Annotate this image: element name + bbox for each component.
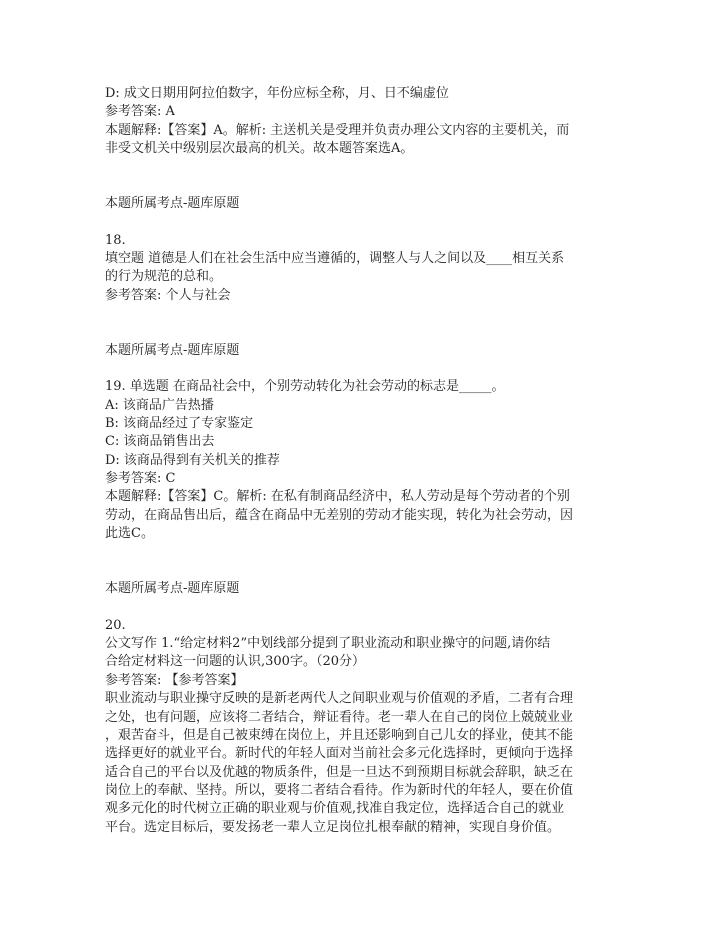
- q19-option-d: D: 该商品得到有关机关的推荐: [105, 453, 280, 468]
- q20-answer-line: 岗位上的奉献、坚持。所以，要将二者结合看待。作为新时代的年轻人，要在价值: [105, 783, 574, 798]
- q20-answer-line: ，艰苦奋斗，但是自己被束缚在岗位上，并且还影响到自己儿女的择业，使其不能: [105, 728, 574, 743]
- q20-answer-line: 之处，也有问题，应该将二者结合，辩证看待。老一辈人在自己的岗位上兢兢业业: [105, 710, 574, 725]
- q19-explanation-line-3: 此选C。: [105, 526, 154, 541]
- q19-explanation-line-2: 劳动，在商品售出后，蕴含在商品中无差别的劳动才能实现，转化为社会劳动，因: [105, 508, 574, 523]
- q19-option-a: A: 该商品广告热播: [105, 398, 214, 413]
- q17-explanation-line-1: 本题解释:【答案】A。解析: 主送机关是受理并负责办理公文内容的主要机关，而: [105, 123, 570, 138]
- q18-topic: 本题所属考点-题库原题: [105, 343, 240, 358]
- q17-topic: 本题所属考点-题库原题: [105, 196, 240, 211]
- q20-stem-line-1: 公文写作 1.“给定材料2”中划线部分提到了职业流动和职业操守的问题,请你结: [105, 636, 551, 651]
- q20-answer-label: 参考答案: 【参考答案】: [105, 673, 244, 688]
- q19-option-c: C: 该商品销售出去: [105, 434, 215, 449]
- q17-explanation-line-2: 非受文机关中级别层次最高的机关。故本题答案选A。: [105, 141, 414, 156]
- q19-topic: 本题所属考点-题库原题: [105, 581, 240, 596]
- q18-number: 18.: [105, 233, 126, 248]
- q17-option-d: D: 成文日期用阿拉伯数字，年份应标全称，月、日不编虚位: [105, 86, 449, 101]
- q18-stem-line-2: 的行为规范的总和。: [105, 269, 223, 284]
- q20-answer-line: 平台。选定目标后，要发扬老一辈人立足岗位扎根奉献的精神，实现自身价值。: [105, 820, 561, 835]
- q20-answer-line: 适合自己的平台以及优越的物质条件，但是一旦达不到预期目标就会辞职，缺乏在: [105, 765, 574, 780]
- q18-stem-line-1: 填空题 道德是人们在社会生活中应当遵循的，调整人与人之间以及____相互关系: [105, 251, 565, 266]
- q20-answer-line: 选择更好的就业平台。新时代的年轻人面对当前社会多元化选择时，更倾向于选择: [105, 746, 574, 761]
- q20-number: 20.: [105, 618, 126, 633]
- q19-explanation-line-1: 本题解释:【答案】C。解析: 在私有制商品经济中，私人劳动是每个劳动者的个别: [105, 489, 570, 504]
- q19-answer: 参考答案: C: [105, 471, 176, 486]
- q20-answer-line: 职业流动与职业操守反映的是新老两代人之间职业观与价值观的矛盾，二者有合理: [105, 691, 574, 706]
- q18-answer: 参考答案: 个人与社会: [105, 288, 231, 303]
- q20-stem-line-2: 合给定材料这一问题的认识,300字。（20分）: [105, 654, 365, 669]
- q20-answer-line: 观多元化的时代树立正确的职业观与价值观,找准自我定位，选择适合自己的就业: [105, 801, 565, 816]
- q17-answer: 参考答案: A: [105, 104, 175, 119]
- q19-stem: 19. 单选题 在商品社会中，个别劳动转化为社会劳动的标志是_____。: [105, 379, 505, 394]
- q19-option-b: B: 该商品经过了专家鉴定: [105, 416, 254, 431]
